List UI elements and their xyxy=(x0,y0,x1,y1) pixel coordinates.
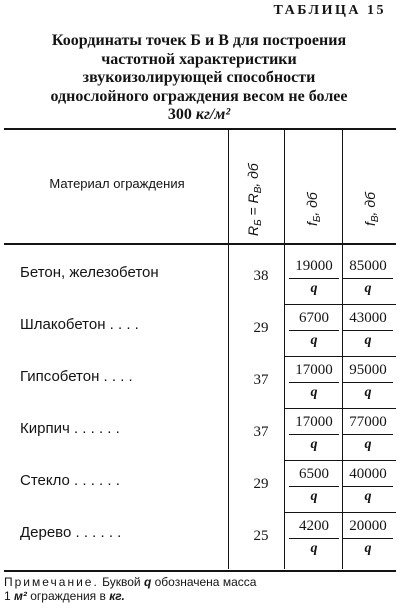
table-title xyxy=(6,32,392,125)
fv-fraction xyxy=(340,412,396,455)
material-name: Кирпич . . . . . . xyxy=(20,420,120,437)
fv-numerator: 40000 xyxy=(349,466,387,482)
table-row xyxy=(0,408,400,460)
fb-denominator: q xyxy=(310,489,318,504)
fv-numerator: 77000 xyxy=(349,414,387,430)
fb-numerator: 17000 xyxy=(295,362,333,378)
fb-numerator: 6500 xyxy=(299,466,329,482)
fv-denominator: q xyxy=(364,385,372,400)
fv-fraction xyxy=(340,256,396,299)
table-bottom-rule xyxy=(4,570,396,572)
note-line2-pre: 1 xyxy=(4,589,15,603)
header-fv-unit: , дб xyxy=(362,192,378,216)
header-fv-sub: В xyxy=(370,215,381,223)
material-name: Стекло . . . . . . xyxy=(20,472,120,489)
table-top-rule xyxy=(4,128,396,130)
fb-denominator: q xyxy=(310,281,318,296)
fb-fraction xyxy=(286,516,342,559)
header-fv xyxy=(362,192,381,226)
title-line-1: Координаты точек Б и В для построения xyxy=(51,32,347,49)
fv-numerator: 20000 xyxy=(349,518,387,534)
fb-numerator: 6700 xyxy=(299,310,329,326)
fv-fraction xyxy=(340,516,396,559)
header-bottom-rule xyxy=(4,243,396,245)
fv-fraction xyxy=(340,464,396,507)
table-row xyxy=(0,252,400,304)
header-r-symbol: R xyxy=(245,225,261,236)
header-fv-symbol: f xyxy=(362,222,378,226)
fv-denominator: q xyxy=(364,489,372,504)
fv-numerator: 85000 xyxy=(349,258,387,274)
fb-fraction xyxy=(286,464,342,507)
title-line-4: однослойного ограждения весом не более xyxy=(50,87,348,105)
fv-denominator: q xyxy=(364,333,372,348)
fb-fraction xyxy=(286,256,342,299)
title-weight-value: 300 xyxy=(167,106,192,123)
fb-denominator: q xyxy=(310,541,318,556)
material-name: Гипсобетон . . . . xyxy=(20,368,133,385)
fv-denominator: q xyxy=(364,281,372,296)
fb-denominator: q xyxy=(310,437,318,452)
material-name: Шлакобетон . . . . xyxy=(20,316,139,333)
note-line2-unit: м² xyxy=(14,589,27,603)
header-fb-unit: , дб xyxy=(304,192,320,216)
r-value: 25 xyxy=(253,528,269,544)
table-label: ТАБЛИЦА 15 xyxy=(273,3,386,18)
fv-numerator: 95000 xyxy=(349,362,387,378)
title-line-3: звукоизолирующей способности xyxy=(82,69,316,86)
fv-denominator: q xyxy=(364,541,372,556)
fv-denominator: q xyxy=(364,437,372,452)
fb-fraction xyxy=(286,360,342,403)
title-weight-unit: кг/м² xyxy=(195,106,231,123)
header-r xyxy=(245,163,264,236)
note-line2-kg: кг. xyxy=(109,589,125,603)
note-text-2: обозначена масса xyxy=(151,575,257,589)
note-line-1 xyxy=(4,575,392,589)
table-row xyxy=(0,356,400,408)
fv-fraction xyxy=(340,308,396,351)
r-value: 37 xyxy=(253,372,269,388)
r-value: 38 xyxy=(253,268,269,284)
r-value: 29 xyxy=(253,476,269,492)
fb-denominator: q xyxy=(310,333,318,348)
note-lead: Примечание. xyxy=(4,575,99,589)
header-r-unit: , дб xyxy=(245,163,261,187)
fv-numerator: 43000 xyxy=(349,310,387,326)
note-variable: q xyxy=(143,575,152,589)
table-note xyxy=(4,575,392,603)
header-r-sub-b: Б xyxy=(253,219,264,226)
header-fb-symbol: f xyxy=(304,222,320,226)
table-row xyxy=(0,460,400,512)
fv-fraction xyxy=(340,360,396,403)
header-material: Материал ограждения xyxy=(49,176,185,191)
material-name: Бетон, железобетон xyxy=(20,264,159,281)
title-line-2: частотной характеристики xyxy=(101,50,297,68)
fb-numerator: 4200 xyxy=(299,518,329,534)
note-text-1: Буквой xyxy=(98,575,144,589)
material-name: Дерево . . . . . . xyxy=(20,524,122,541)
header-fb-sub: Б xyxy=(312,215,323,223)
table-row xyxy=(0,304,400,356)
note-line-2 xyxy=(4,589,392,603)
note-line2-text: ограждения в xyxy=(26,589,110,603)
title-line-5 xyxy=(6,106,392,125)
header-fb xyxy=(304,192,323,226)
fb-numerator: 17000 xyxy=(295,414,333,430)
table-row xyxy=(0,512,400,564)
header-r-eq: = R xyxy=(245,193,261,220)
fb-numerator: 19000 xyxy=(295,258,333,274)
fb-fraction xyxy=(286,412,342,455)
r-value: 37 xyxy=(253,424,269,440)
r-value: 29 xyxy=(253,320,269,336)
fb-denominator: q xyxy=(310,385,318,400)
header-r-sub-v: B xyxy=(253,186,264,194)
fb-fraction xyxy=(286,308,342,351)
